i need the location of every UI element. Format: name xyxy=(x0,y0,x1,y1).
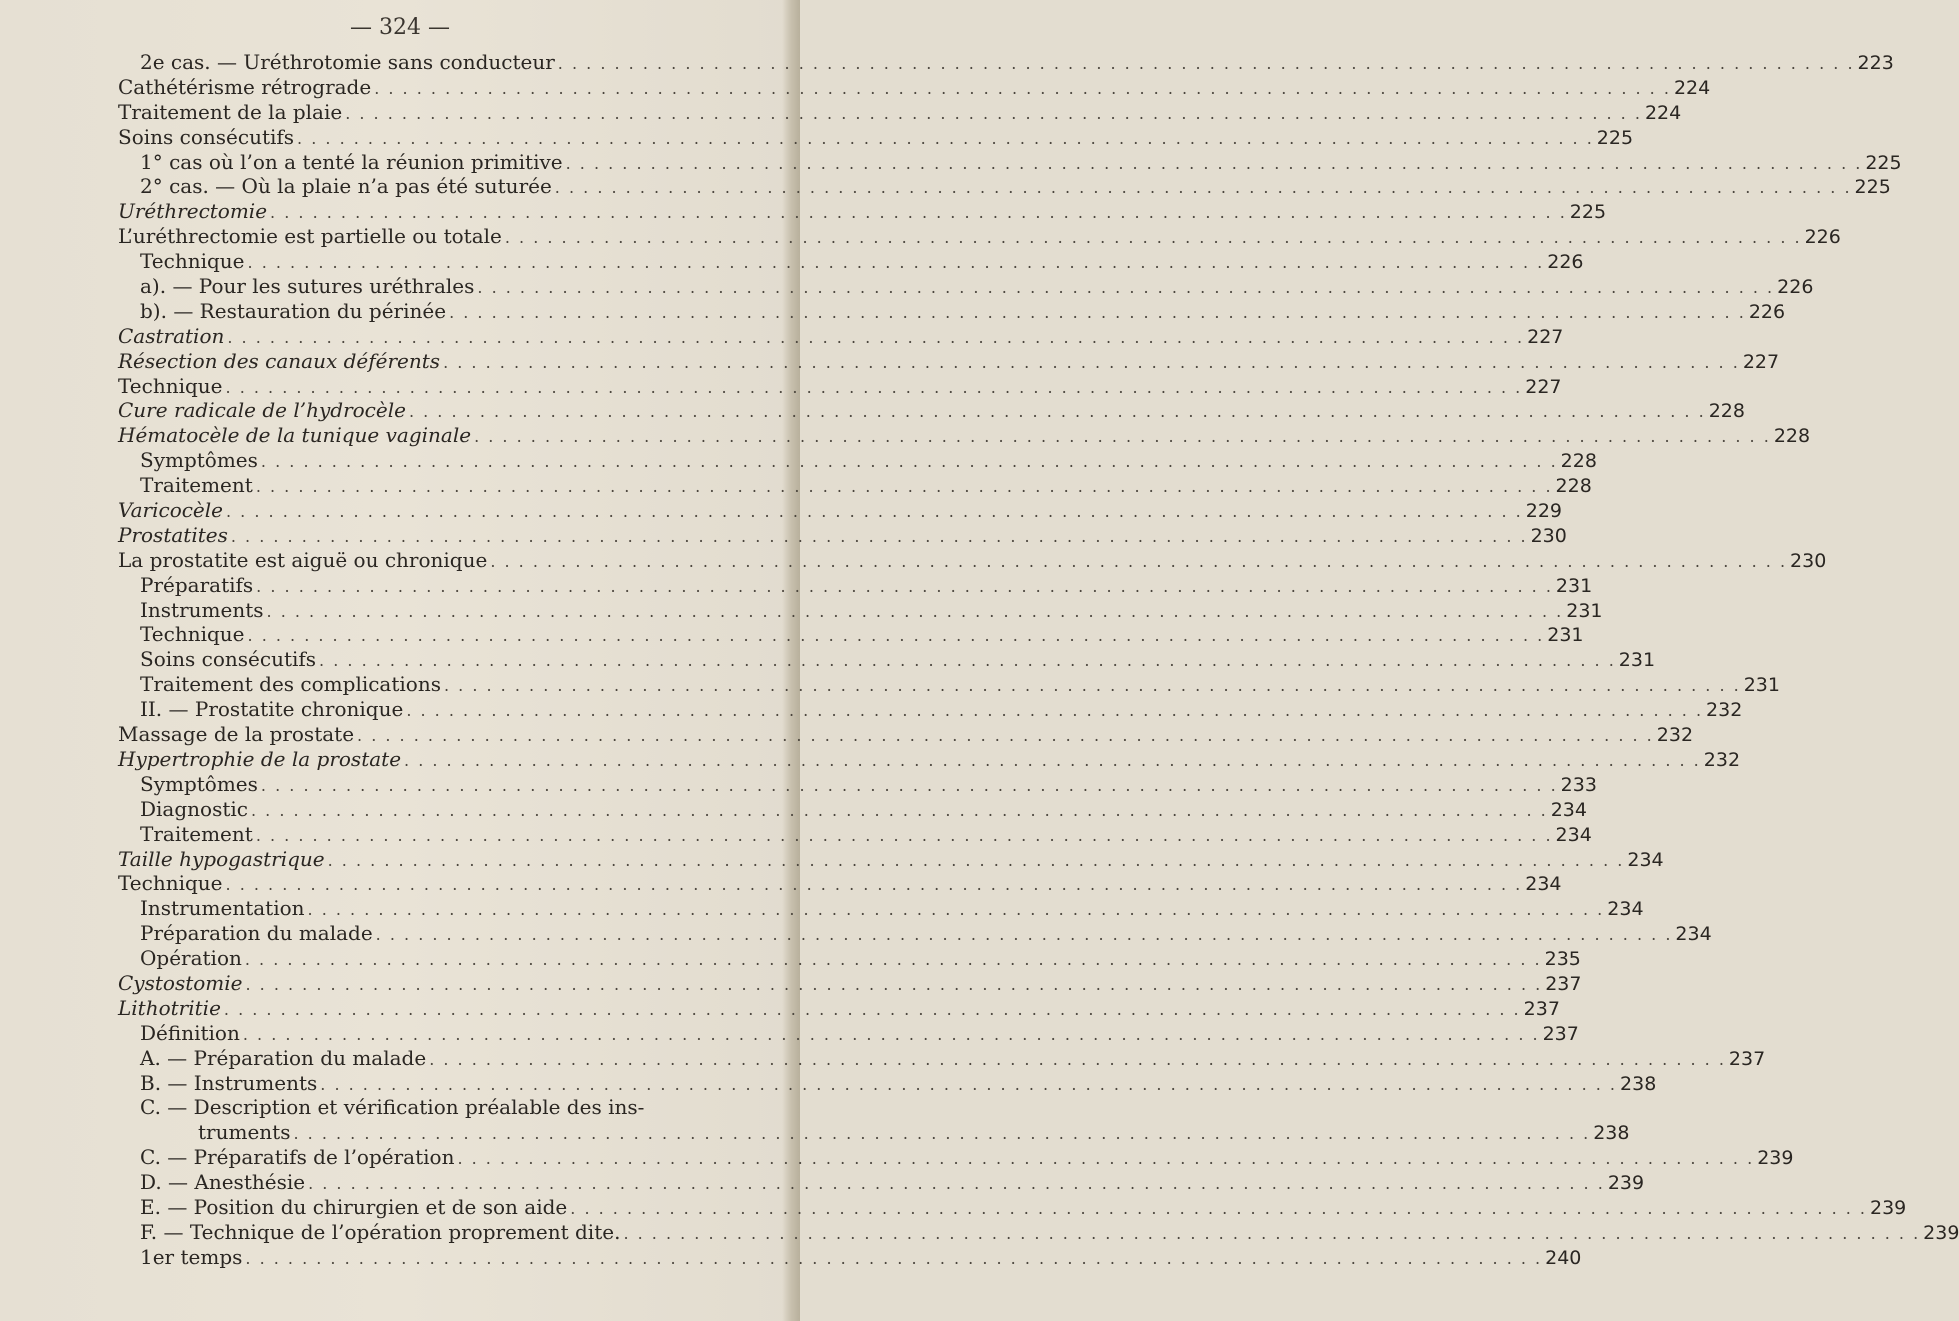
toc-entry xyxy=(118,522,1567,548)
toc-dot-leader xyxy=(256,824,1553,849)
toc-entry xyxy=(118,199,1607,224)
toc-dot-leader xyxy=(256,475,1553,500)
toc-entry xyxy=(118,597,1603,623)
toc-page-number: 234 xyxy=(1627,848,1664,871)
toc-entry xyxy=(118,323,1564,349)
toc-page-number: 231 xyxy=(1743,674,1780,697)
toc-entry xyxy=(118,423,1811,448)
toc-entry-title: Opération xyxy=(140,946,242,971)
toc-dot-leader xyxy=(623,1222,1920,1247)
toc-page-number: 234 xyxy=(1607,898,1644,921)
toc-entry xyxy=(118,647,1656,672)
toc-entry xyxy=(118,149,1902,175)
toc-entry xyxy=(118,398,1745,423)
toc-page-number: 225 xyxy=(1569,201,1607,224)
toc-entry-title: b). — Restauration du périnée xyxy=(140,298,447,323)
toc-entry xyxy=(118,1170,1645,1195)
toc-page-number: 226 xyxy=(1547,251,1584,274)
toc-entry xyxy=(118,896,1644,921)
toc-page-number: 237 xyxy=(1542,1022,1579,1045)
toc-dot-leader xyxy=(345,102,1642,127)
toc-page-number: 238 xyxy=(1620,1072,1657,1095)
toc-entry-title: Castration xyxy=(118,323,225,348)
toc-entry-title: Traitement de la plaie xyxy=(118,99,343,124)
toc-entry-title: Technique xyxy=(118,871,223,896)
toc-entry xyxy=(118,348,1780,374)
toc-dot-leader xyxy=(320,1073,1617,1098)
toc-entry xyxy=(118,473,1592,498)
toc-entry-title: Préparatifs xyxy=(140,572,254,597)
toc-entry-title: Définition xyxy=(140,1020,240,1045)
toc-dot-leader xyxy=(505,226,1802,251)
toc-entry-title: C. — Préparatifs de l’opération xyxy=(140,1145,455,1170)
toc-entry xyxy=(118,224,1841,249)
toc-entry-title: Prostatites xyxy=(118,522,228,547)
toc-dot-leader xyxy=(297,127,1594,152)
toc-page-number: 234 xyxy=(1555,823,1592,846)
toc-entry-title: La prostatite est aiguë ou chronique xyxy=(118,547,488,572)
toc-page-number: 233 xyxy=(1560,773,1597,796)
toc-page-number: 238 xyxy=(1593,1122,1630,1145)
toc-entry xyxy=(118,771,1597,797)
toc-dot-leader xyxy=(490,550,1787,575)
toc-entry xyxy=(118,1070,1657,1096)
toc-entry-title: L’uréthrectomie est partielle ou totale xyxy=(118,224,502,249)
toc-page-number: 226 xyxy=(1777,276,1814,299)
toc-page-number: 227 xyxy=(1527,325,1564,348)
toc-dot-leader xyxy=(227,326,1524,351)
toc-entry-title: Cure radicale de l’hydrocèle xyxy=(118,398,406,423)
toc-entry-title: 1° cas où l’on a tenté la réunion primitive xyxy=(140,149,563,174)
toc-entry-title: Traitement xyxy=(140,473,253,498)
toc-dot-leader xyxy=(243,1023,1540,1048)
toc-page-number: 228 xyxy=(1560,450,1597,473)
toc-dot-leader xyxy=(374,77,1671,102)
toc-page-number: 235 xyxy=(1544,948,1581,971)
toc-entry xyxy=(118,572,1593,598)
toc-entry-title: Cystostomie xyxy=(118,970,243,995)
toc-dot-leader xyxy=(226,873,1523,898)
toc-page-number: 239 xyxy=(1757,1147,1794,1170)
toc-entry-title: F. — Technique de l’opération proprement dite. xyxy=(140,1219,621,1244)
toc-entry xyxy=(118,970,1582,996)
toc-dot-leader xyxy=(449,301,1746,326)
toc-entry xyxy=(118,1219,1959,1245)
toc-entry xyxy=(118,373,1562,399)
toc-entry-title: a). — Pour les sutures uréthrales xyxy=(140,274,475,299)
toc-entry xyxy=(118,249,1584,274)
toc-entry xyxy=(118,722,1694,747)
toc-entry xyxy=(118,124,1634,150)
toc-entry-title: Symptômes xyxy=(140,771,258,796)
toc-entry-title: Résection des canaux déférents xyxy=(118,348,441,373)
toc-page-number: 224 xyxy=(1644,101,1682,124)
toc-page-number: 237 xyxy=(1728,1047,1766,1070)
toc-page-number: 239 xyxy=(1923,1221,1959,1244)
toc-entry-title: Technique xyxy=(140,249,245,274)
toc-page-number: 234 xyxy=(1675,923,1712,946)
toc-entry xyxy=(118,50,1894,75)
toc-page-number: 225 xyxy=(1865,151,1902,174)
toc-entry xyxy=(118,995,1560,1021)
toc-entry xyxy=(118,1095,736,1120)
toc-entry xyxy=(118,1194,1907,1220)
toc-entry-title: Traitement xyxy=(140,821,253,846)
toc-entry xyxy=(118,274,1814,299)
toc-entry xyxy=(118,1244,1582,1270)
toc-entry-title: 1er temps xyxy=(140,1244,243,1269)
toc-dot-leader xyxy=(231,525,1528,550)
toc-page-number: 232 xyxy=(1656,724,1694,747)
toc-entry xyxy=(118,921,1712,946)
toc-entry xyxy=(118,547,1827,573)
toc-page-number: 225 xyxy=(1596,126,1634,149)
toc-page-number: 228 xyxy=(1708,400,1745,423)
toc-dot-leader xyxy=(566,152,1863,177)
toc-page-number: 231 xyxy=(1555,574,1593,597)
page-number-header: — 324 — xyxy=(350,15,450,40)
toc-entry xyxy=(118,174,1891,199)
toc-dot-leader xyxy=(444,674,1741,699)
toc-page-number: 228 xyxy=(1555,475,1592,498)
toc-dot-leader xyxy=(245,948,1542,973)
toc-page-number: 240 xyxy=(1545,1246,1582,1269)
toc-entry-title: A. — Préparation du malade xyxy=(140,1045,427,1070)
toc-dot-leader xyxy=(429,1048,1726,1073)
toc-entry-title: Massage de la prostate xyxy=(118,722,355,747)
toc-entry-title: Traitement des complications xyxy=(140,672,441,697)
table-of-contents xyxy=(118,50,1959,1270)
toc-entry-title: Taille hypogastrique xyxy=(118,846,325,871)
toc-entry xyxy=(118,1020,1579,1046)
toc-dot-leader xyxy=(409,400,1706,425)
toc-page-number: 224 xyxy=(1673,76,1711,99)
toc-dot-leader xyxy=(457,1147,1754,1172)
toc-dot-leader xyxy=(443,351,1740,376)
toc-dot-leader xyxy=(404,749,1701,774)
toc-entry-title: Lithotritie xyxy=(118,995,221,1020)
toc-dot-leader xyxy=(251,799,1548,824)
toc-dot-leader xyxy=(406,699,1703,724)
toc-page-number: 237 xyxy=(1523,997,1560,1020)
toc-dot-leader xyxy=(308,1172,1605,1197)
toc-dot-leader xyxy=(245,1247,1542,1272)
toc-entry-title: Uréthrectomie xyxy=(118,199,268,224)
toc-entry-title: 2e cas. — Uréthrotomie sans conducteur xyxy=(140,50,555,74)
toc-page-number: 229 xyxy=(1525,500,1562,523)
toc-dot-leader xyxy=(319,649,1616,674)
toc-dot-leader xyxy=(477,276,1774,301)
toc-page-number: 234 xyxy=(1525,873,1562,896)
toc-page-number: 231 xyxy=(1618,649,1656,672)
toc-dot-leader xyxy=(267,600,1564,625)
toc-page-number: 223 xyxy=(1857,52,1894,74)
toc-page-number: 225 xyxy=(1854,176,1891,199)
toc-entry xyxy=(118,1045,1766,1071)
toc-entry xyxy=(118,796,1587,822)
toc-entry xyxy=(118,871,1562,896)
toc-dot-leader xyxy=(226,500,1523,525)
toc-entry xyxy=(118,821,1592,847)
toc-dot-leader xyxy=(555,176,1852,201)
toc-entry-title: E. — Position du chirurgien et de son aide xyxy=(140,1194,568,1219)
toc-dot-leader xyxy=(270,201,1567,226)
toc-page-number: 232 xyxy=(1706,699,1743,722)
toc-entry-title: Instruments xyxy=(140,597,264,622)
toc-page-number: 237 xyxy=(1545,972,1582,995)
toc-entry xyxy=(118,74,1711,100)
toc-entry xyxy=(118,697,1743,722)
toc-entry xyxy=(118,448,1597,473)
toc-dot-leader xyxy=(261,774,1558,799)
toc-page-number: 228 xyxy=(1773,425,1811,448)
toc-entry-title: Cathétérisme rétrograde xyxy=(118,74,372,99)
toc-entry xyxy=(118,1145,1794,1170)
toc-dot-leader xyxy=(558,52,1855,77)
toc-page-number: 227 xyxy=(1525,375,1562,398)
toc-dot-leader xyxy=(245,973,1542,998)
toc-entry-title: 2° cas. — Où la plaie n’a pas été suturée xyxy=(140,174,552,199)
toc-page-number: 227 xyxy=(1742,350,1780,373)
toc-dot-leader xyxy=(256,575,1553,600)
toc-entry xyxy=(118,672,1780,697)
toc-entry-title: Soins consécutifs xyxy=(118,124,295,149)
toc-dot-leader xyxy=(226,376,1523,401)
toc-page-number: 226 xyxy=(1748,300,1786,323)
toc-page-number: 239 xyxy=(1870,1196,1907,1219)
toc-dot-leader xyxy=(293,1122,1590,1147)
toc-dot-leader xyxy=(261,450,1558,475)
toc-entry-title: Préparation du malade xyxy=(140,921,373,946)
toc-entry-title: Hypertrophie de la prostate xyxy=(118,746,402,771)
toc-entry-title: II. — Prostatite chronique xyxy=(140,697,404,722)
toc-entry xyxy=(118,622,1584,647)
toc-entry-title: Symptômes xyxy=(140,448,258,473)
toc-page-number: 234 xyxy=(1550,798,1587,821)
toc-dot-leader xyxy=(248,624,1545,649)
toc-entry-title: Technique xyxy=(118,373,223,398)
toc-dot-leader xyxy=(570,1197,1867,1222)
toc-dot-leader xyxy=(308,898,1605,923)
toc-entry-title: Varicocèle xyxy=(118,498,223,523)
toc-dot-leader xyxy=(357,724,1654,749)
toc-entry xyxy=(118,746,1741,772)
toc-entry-title: Soins consécutifs xyxy=(140,647,317,672)
toc-entry-title: C. — Description et vérification préalable des ins- xyxy=(140,1095,645,1120)
toc-dot-leader xyxy=(248,251,1545,276)
toc-dot-leader xyxy=(328,849,1625,874)
toc-entry xyxy=(118,946,1581,971)
toc-entry xyxy=(118,298,1786,324)
toc-entry xyxy=(118,846,1664,872)
toc-entry xyxy=(118,498,1562,523)
toc-page-number: 230 xyxy=(1530,524,1567,547)
toc-entry-title: B. — Instruments xyxy=(140,1070,318,1095)
toc-page-number: 226 xyxy=(1804,226,1841,249)
toc-page-number: 239 xyxy=(1607,1172,1645,1195)
toc-dot-leader xyxy=(224,998,1521,1023)
toc-dot-leader xyxy=(474,425,1771,450)
toc-entry xyxy=(118,99,1682,125)
toc-entry-title: D. — Anesthésie xyxy=(140,1170,306,1195)
toc-entry-title: Instrumentation xyxy=(140,896,305,921)
toc-page-number: 230 xyxy=(1790,549,1827,572)
toc-entry-title: Diagnostic xyxy=(140,796,248,821)
toc-page-number: 231 xyxy=(1566,599,1603,622)
toc-entry-title: truments xyxy=(198,1120,291,1145)
toc-page-number: 231 xyxy=(1547,624,1584,647)
toc-entry xyxy=(118,1120,1630,1145)
toc-dot-leader xyxy=(376,923,1673,948)
toc-entry-title: Technique xyxy=(140,622,245,647)
toc-entry-title: Hématocèle de la tunique vaginale xyxy=(118,423,472,448)
toc-page-number: 232 xyxy=(1703,748,1741,771)
